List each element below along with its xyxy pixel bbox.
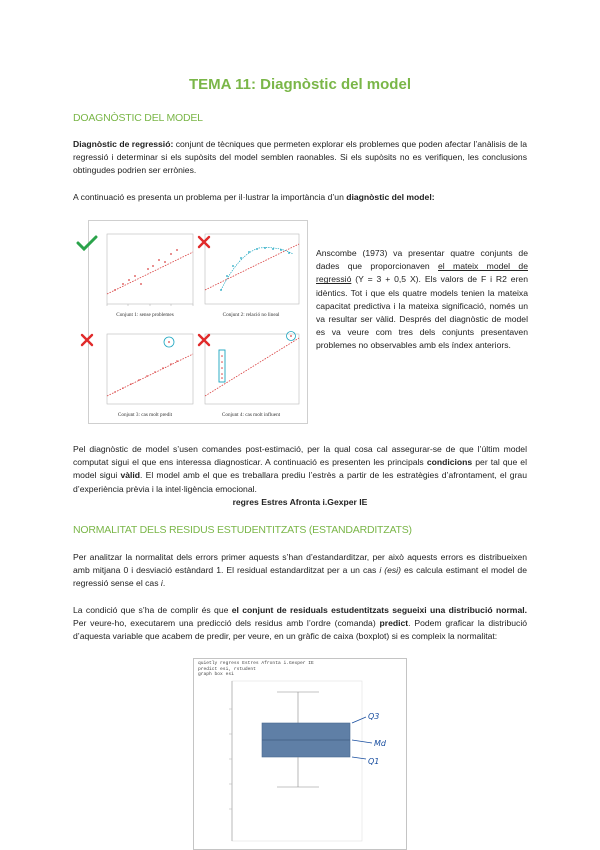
definition-term: Diagnòstic de regressió:	[73, 139, 174, 149]
p1-i2: i	[160, 578, 163, 589]
para3-a: Pel diagnòstic de model s’usen comandes post-estimació, per la qual cosa cal assegurar-se de que l’últim model computat sigui el que ens interessa diagnosticar. A continuació es presenten les principals	[73, 444, 527, 468]
para3-d: vàlid	[120, 470, 141, 481]
p2e: . Podem graficar la distribució d’aquesta variable que acabem de predir, per veure, en un gràfic de caixa (boxplot) si es compleix la normalitat:	[73, 618, 528, 642]
stata-commands: quietly regress Estres Afronta i.Gexper IE predict esi, rstudent graph box esi	[198, 661, 314, 678]
paragraph-standardize	[73, 551, 527, 591]
section-heading-normality: NORMALITAT DELS RESIDUS ESTUDENTITZATS (ESTANDARDITZATS)	[73, 524, 412, 536]
panel-3	[93, 324, 197, 420]
p1a: Per analitzar la normalitat dels errors primer aquests s’han d’estandarditzar, per això aquests errors es distribueixen amb mitjana 0 i desviació estàndard 1. El residual estandarditzat per a un cas	[73, 552, 527, 576]
p2a: La condició que s’ha de complir és que	[73, 605, 232, 615]
caption-1: Conjunt 1: sense problemes	[116, 312, 174, 318]
paragraph-intro	[73, 191, 527, 204]
para3-e: . El model amb el que es treballara prediu l’estrès a partir de les estratègies d’afrontament, el grau d’experiència prèvia i la intel·ligència emocional.	[73, 470, 527, 494]
paragraph-definition	[73, 138, 527, 178]
p1c: .	[162, 578, 166, 589]
para3-c: per tal que el model sigui	[73, 457, 527, 481]
side-text-underlined: el mateix model de regressió	[316, 261, 528, 285]
intro-text: A continuació es presenta un problema per il·lustrar la importància d’un	[73, 192, 347, 202]
anscombe-description	[316, 247, 528, 353]
side-text-2: (Y = 3 + 0,5 X). Els valors de F i R2 eren idèntics. Tot i que els quatre models tenien la mateixa capacitat predictiva i la mateixa significació, només un va resultar ser vàlid. Després del diagnòstic de model es va veure com tres dels conjunts presentaven problemes no observables amb els índex anteriors.	[316, 274, 528, 351]
cross-icon	[197, 333, 211, 347]
intro-bold: diagnòstic del model:	[346, 192, 435, 202]
panel-2	[199, 224, 303, 320]
p2d: predict	[379, 618, 409, 629]
regression-command: regres Estres Afronta i.Gexper IE	[232, 497, 368, 507]
cross-icon	[197, 235, 211, 249]
caption-4: Conjunt 4: cas molt influent	[221, 412, 281, 418]
section-heading-diagnostic: DOAGNÒSTIC DEL MODEL	[73, 112, 203, 124]
panel-1	[93, 224, 197, 320]
caption-2: Conjunt 2: relació no lineal	[222, 312, 280, 318]
check-icon	[76, 235, 98, 251]
caption-3: Conjunt 3: cas molt predit	[117, 412, 173, 418]
p2c: Per veure-ho, executarem una predicció dels residus amb l’ordre (comanda)	[73, 618, 380, 629]
p1b: es calcula estimant el model de regressió sense el cas	[73, 565, 527, 589]
stata-boxplot-screenshot	[193, 658, 407, 850]
definition-text: conjunt de tècniques que permeten explorar els problemes que poden afectar l’anàlisis de la regressió i determinar si els supòsits del model semblen raonables. Si els supòsits no es verifiquen, les conclusions obtingudes podrien ser errònies.	[73, 139, 527, 176]
annot-q1: Q1	[368, 757, 380, 766]
annot-md: Md	[374, 739, 386, 748]
annot-q3: Q3	[368, 712, 380, 721]
panel-4	[199, 324, 303, 420]
para3-b: condicions	[426, 457, 473, 468]
cross-icon	[80, 333, 94, 347]
anscombe-figure	[88, 220, 308, 424]
page-title: TEMA 11: Diagnòstic del model	[189, 76, 411, 93]
p2b: el conjunt de residuals estudentitzats segueixi una distribució normal.	[231, 605, 527, 615]
p1-i: i (esi)	[379, 565, 401, 576]
side-text-1: Anscombe (1973) va presentar quatre conjunts de dades que proporcionaven	[316, 248, 528, 272]
paragraph-condition	[73, 604, 527, 644]
paragraph-postestimation	[73, 443, 527, 496]
